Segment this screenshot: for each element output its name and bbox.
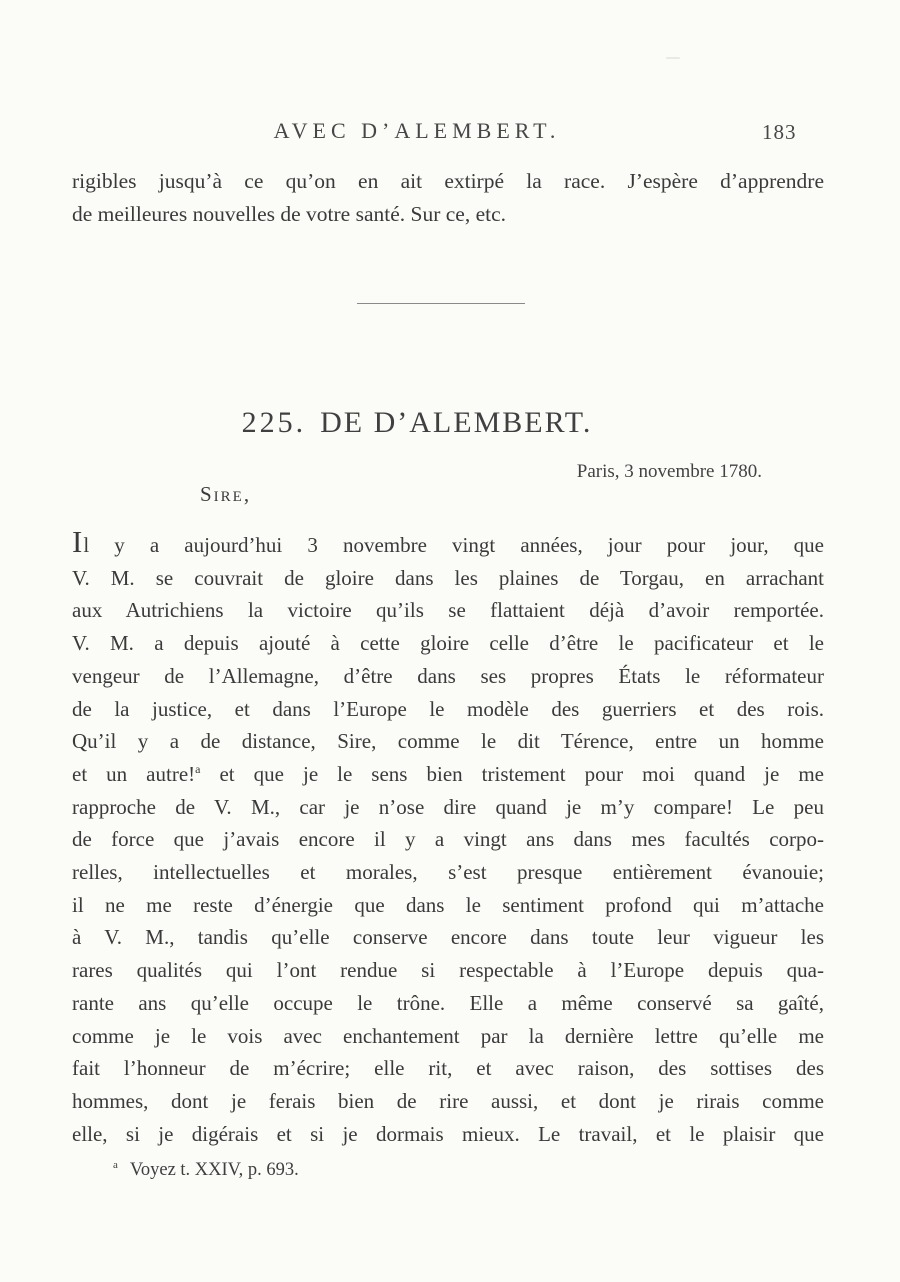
footnote-marker: a xyxy=(195,761,201,776)
text-line: hommes, dont je ferais bien de rire aussi, et dont je rirais comme xyxy=(72,1088,824,1113)
text-line: aux Autrichiens la victoire qu’ils se flattaient déjà d’avoir remportée. xyxy=(72,598,824,623)
footnote-marker: a xyxy=(113,1159,118,1171)
text-line: rante ans qu’elle occupe le trône. Elle a même conservé sa gaîté, xyxy=(72,990,824,1015)
letter-salutation: Sire, xyxy=(200,482,252,506)
text-line: de meilleures nouvelles de votre santé. Sur ce, etc. xyxy=(72,202,507,226)
letter-dateline: Paris, 3 novembre 1780. xyxy=(576,461,762,482)
text-line: rigibles jusqu’à ce qu’on en ait extirpé la race. J’espère d’apprendre xyxy=(72,169,824,193)
text-line: de la justice, et dans l’Europe le modèle des guerriers et des rois. xyxy=(72,696,824,721)
text-line: V. M. se couvrait de gloire dans les plaines de Torgau, en arrachant xyxy=(72,565,824,590)
letter-title xyxy=(72,406,762,440)
intro-paragraph xyxy=(72,165,824,231)
text-line: de force que j’avais encore il y a vingt ans dans mes facultés corpo- xyxy=(72,827,824,852)
text-line: comme je le vois avec enchantement par la dernière lettre qu’elle me xyxy=(72,1023,824,1048)
running-header: AVEC D’ALEMBERT. xyxy=(273,118,561,143)
letter-title-text: DE D’ALEMBERT. xyxy=(320,406,593,439)
footnote xyxy=(113,1159,299,1181)
footnote-text: Voyez t. XXIV, p. 693. xyxy=(129,1160,299,1181)
text-line: rapproche de V. M., car je n’ose dire quand je m’y compare! Le peu xyxy=(72,794,824,819)
section-divider-rule xyxy=(357,303,525,304)
text-line: V. M. a depuis ajouté à cette gloire celle d’être le pacificateur et le xyxy=(72,631,824,656)
text-line: relles, intellectuelles et morales, s’est presque entièrement évanouie; xyxy=(72,860,824,885)
scan-artifact xyxy=(666,57,680,59)
letter-body xyxy=(72,526,824,1150)
text-line: rares qualités qui l’ont rendue si respectable à l’Europe depuis qua- xyxy=(72,958,824,983)
text-line: Il y a aujourd’hui 3 novembre vingt années, jour pour jour, que xyxy=(72,524,824,559)
text-line: il ne me reste d’énergie que dans le sentiment profond qui m’attache xyxy=(72,892,824,917)
text-line: et un autre!$^a$ et que je le sens bien tristement pour moi quand je me xyxy=(72,761,824,786)
text-line: Qu’il y a de distance, Sire, comme le dit Térence, entre un homme xyxy=(72,729,824,754)
text-line: elle, si je digérais et si je dormais mieux. Le travail, et le plaisir que xyxy=(72,1121,824,1146)
letter-number: 225. xyxy=(241,406,307,439)
text-line: vengeur de l’Allemagne, d’être dans ses propres États le réformateur xyxy=(72,663,824,688)
page-number: 183 xyxy=(762,120,797,144)
text-line: fait l’honneur de m’écrire; elle rit, et avec raison, des sottises des xyxy=(72,1056,824,1081)
initial-capital: I xyxy=(72,524,84,559)
text-line: à V. M., tandis qu’elle conserve encore dans toute leur vigueur les xyxy=(72,925,824,950)
